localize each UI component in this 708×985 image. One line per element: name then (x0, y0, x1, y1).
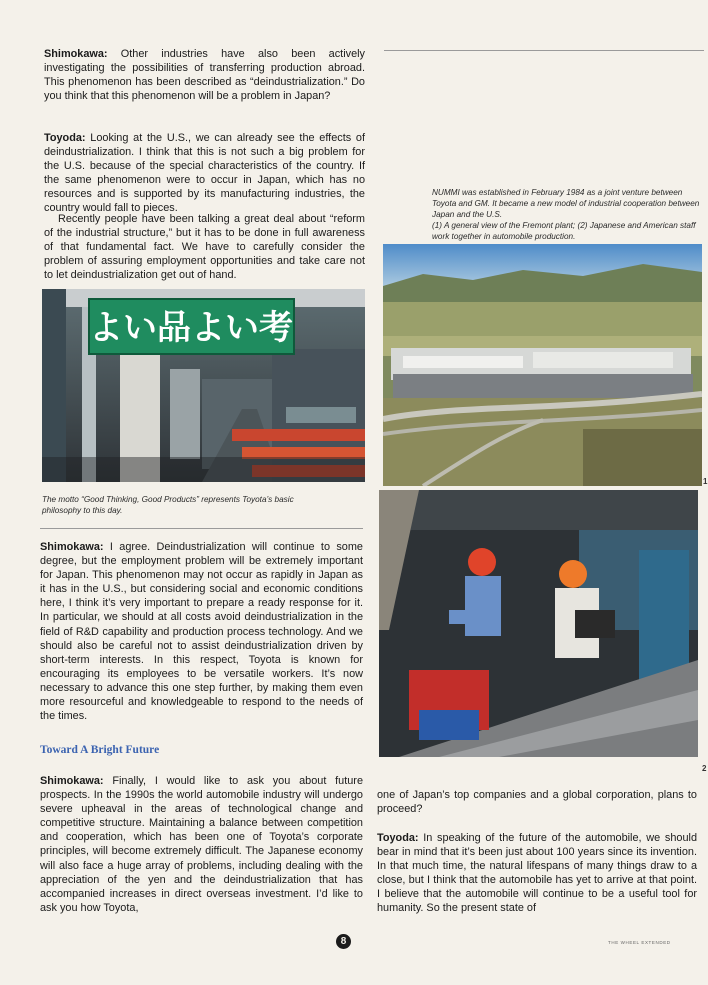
divider (384, 50, 704, 51)
motto-sign-text: よい品よい考 (89, 308, 293, 348)
paragraph-toyoda-2 (44, 212, 365, 282)
speaker-label: Toyoda: (44, 132, 86, 144)
speaker-label: Shimokawa: (40, 775, 104, 787)
page-number: 8 (336, 934, 351, 949)
nummi-caption-figures: (1) A general view of the Fremont plant; (2) Japanese and American staff work together in automobile production. (432, 221, 696, 241)
paragraph-text: Recently people have been talking a great deal about “reform of the industrial structure,” but it has to be done in full awareness of that fundamental fact. We have to carefully consider the problem of assuring employment opportunities and take care not to let deindustrialization get out of hand. (44, 213, 365, 282)
figure-number-1: 1 (703, 477, 708, 486)
speaker-label: Shimokawa: (44, 48, 108, 60)
paragraph-text: In speaking of the future of the automobile, we should bear in mind that it’s been just about 100 years since its invention. In that much time, the natural lifespans of many things draw to a close, but I think that the automobile has yet to arrive at that point. I believe that the automobile will continue to be a useful tool for humanity. So the present state of (377, 832, 697, 915)
photo-caption: The motto “Good Thinking, Good Products” represents Toyota’s basic philosophy to this day. (42, 495, 294, 515)
speaker-label: Toyoda: (377, 832, 419, 844)
paragraph-text: Looking at the U.S., we can already see the effects of deindustrialization. I think that this is not such a big problem for the U.S. because of the special characteristics of the country. If the same phenomenon were to occur in Japan, which has no resources and is supported by its manufacturing industries, the country would fall to pieces. (44, 132, 365, 215)
section-heading: Toward A Bright Future (40, 744, 160, 756)
paragraph-shimokawa-3 (40, 774, 363, 915)
divider (40, 528, 363, 529)
factory-motto-photo (42, 289, 365, 482)
paragraph-text: I agree. Deindustrialization will continue to some degree, but the employment problem will be extremely important for Japan. This phenomenon may not occur as rapidly in Japan as it has in the U.S., but considering social and economic conditions here, I think it’s very important to prepare a ready response for it. In particular, we should at all costs avoid deindustrialization in the field of R&D capability and production process technology. And we should also be careful not to assist deindustrialization driven by short-term interests. In this respect, Toyota is known for encouraging its employees to be versatile workers. It’s now necessary to advance this one step further, by making them even more resourceful and knowledgeable to respond to the needs of the times. (40, 541, 363, 723)
paragraph-toyoda-3 (377, 831, 697, 916)
publication-name: THE WHEEL EXTENDED (608, 940, 671, 945)
paragraph-shimokawa-2 (40, 540, 363, 723)
workers-photo (379, 490, 698, 757)
paragraph-toyoda-1 (44, 131, 365, 216)
nummi-caption-main: NUMMI was established in February 1984 as a joint venture between Toyota and GM. It became a new model of industrial cooperation between Japan and the U.S. (432, 188, 700, 219)
fremont-plant-photo (383, 244, 702, 486)
paragraph-text: Finally, I would like to ask you about future prospects. In the 1990s the world automobile industry will undergo severe upheaval in the areas of technological change and competitive structure. Maintaining a balance between competition and cooperation, which has been one of Toyota’s corporate principles, will become extremely difficult. The Japanese economy will also face a huge array of problems, including dealing with the appreciation of the yen and the deindustrialization that has accompanied increases in direct overseas investment. I’d like to ask you how Toyota, (40, 775, 363, 914)
nummi-caption (432, 187, 700, 242)
paragraph-shimokawa-3-cont (377, 788, 697, 816)
speaker-label: Shimokawa: (40, 541, 104, 553)
paragraph-text: one of Japan’s top companies and a global corporation, plans to proceed? (377, 789, 697, 816)
paragraph-text: Other industries have also been actively investigating the possibilities of transferring production abroad. This phenomenon has been described as “deindustrialization.” Do you think that this phenomenon will be a problem in Japan? (44, 48, 365, 103)
figure-number-2: 2 (702, 764, 707, 773)
paragraph-shimokawa-1 (44, 47, 365, 103)
